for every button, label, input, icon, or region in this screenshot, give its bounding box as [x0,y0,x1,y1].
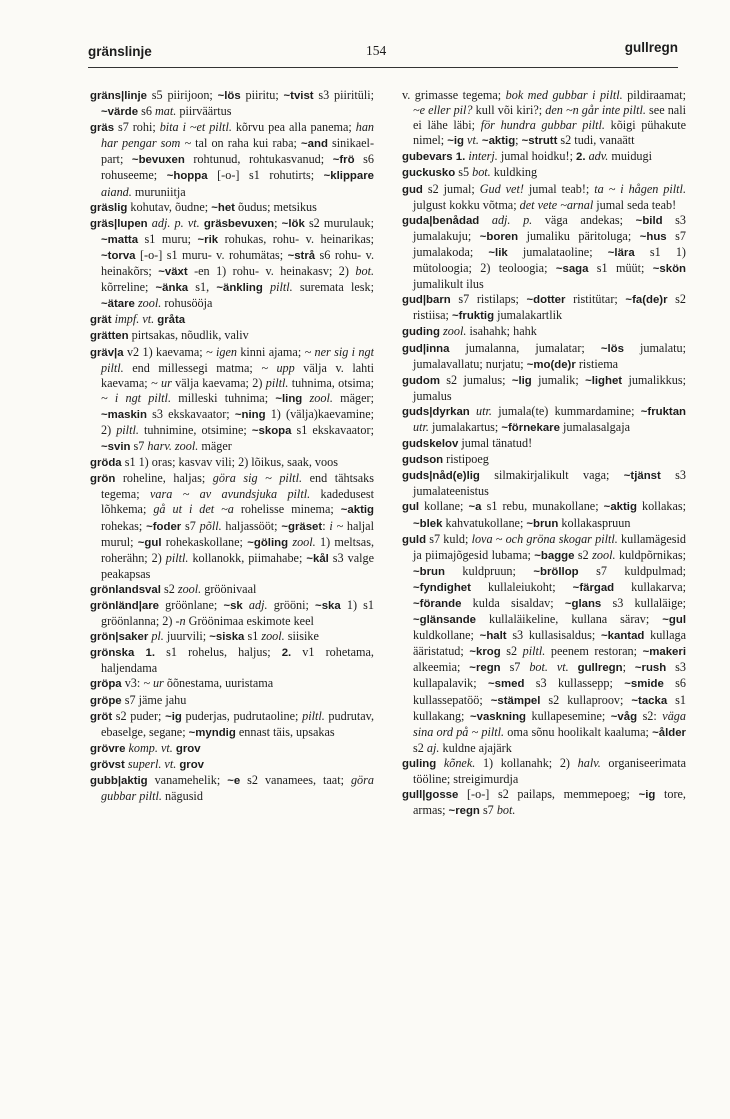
right-column [402,88,686,1093]
dictionary-entry: grövst superl. vt. grov [90,756,204,771]
left-column [90,88,374,1093]
dictionary-entry: guld s7 kuld; lova ~ och gröna skogar piltl. kullamägesid ja piimajõgesid lubama; ~bagge s2 zool. kuldpõrnikas; ~brun kuldpruun; ~bröllop s7 kuldpulmad; ~fyndighet kullaleiukoht; ~färgad kullakarva; ~förande kulda sisaldav; ~glans s3 kullaläige; ~glänsande kullaläikeline, kullana särav; ~gul kuldkollane; ~halt s3 kullasisaldus; ~kantad kullaga ääristatud; ~krog s2 piltl. peenem restoran; ~makeri alkeemia; ~regn s7 bot. vt. gullregn; ~rush s3 kullapalavik; ~smed s3 kullassepp; ~smide s6 kullassepatöö; ~stämpel s2 kullaproov; ~tacka s1 kullakang; ~vaskning kullapesemine; ~våg s2: väga sina ord på ~ piltl. oma sõnu hoolikalt kaaluma; ~ålder s2 aj. kuldne ajajärk [402,531,686,755]
dictionary-entry: grönlandsval s2 zool. gröönivaal [90,581,257,596]
page-header [88,40,678,64]
dictionary-entry: guckusko s5 bot. kuldking [402,165,538,180]
dictionary-entry: guds|nåd(e)lig silmakirjalikult vaga; ~tjänst s3 jumalateenistus [402,468,686,499]
dictionary-entry: gull|gosse [-o-] s2 pailaps, memmepoeg; ~ig tore, armas; ~regn s7 bot. [402,787,686,818]
dictionary-entry: gröpa v3: ~ ur õõnestama, uuristama [90,676,274,691]
dictionary-entry: gudskelov jumal tänatud! [402,436,533,451]
right-running-headword: gullregn [624,40,678,55]
dictionary-entry: gul kollane; ~a s1 rebu, munakollane; ~aktig kollakas; ~blek kahvatukollane; ~brun kollakaspruun [402,499,686,530]
dictionary-entry: guda|benådad adj. p. väga andekas; ~bild s3 jumalakuju; ~boren jumaliku päritoluga; ~hus s7 jumalakoda; ~lik jumalataoline; ~lära s1 1) mütoloogia; 2) teoloogia; ~saga s1 müüt; ~skön jumalikult ilus [402,212,686,292]
dictionary-entry: gröda s1 1) oras; kasvav vili; 2) lõikus, saak, voos [90,455,338,470]
dictionary-entry: gudson ristipoeg [402,452,489,467]
dictionary-entry: gröt s2 puder; ~ig puderjas, pudrutaoline; piltl. pudrutav, ebaselge, segane; ~myndig ennast täis, upsakas [90,708,374,739]
dictionary-entry: grön roheline, haljas; göra sig ~ piltl. end tähtsaks tegema; vara ~ av avundsjuka piltl. kadedusest lõhkema; gå ut i det ~a rohelisse minema; ~aktig rohekas; ~foder s7 põll. haljassööt; ~gräset: i ~ haljal murul; ~gul rohekaskollane; ~göling zool. 1) meltsas, roherähn; 2) piltl. kollanokk, piimahabe; ~kål s3 valge peakapsas [90,471,374,581]
left-running-headword: gränslinje [88,44,152,59]
dictionary-entry: guds|dyrkan utr. jumala(te) kummardamine; ~fruktan utr. jumalakartus; ~förnekare jumalasalgaja [402,403,686,434]
dictionary-entry: grövre komp. vt. grov [90,740,201,755]
dictionary-entry: gröpe s7 jäme jahu [90,692,187,707]
dictionary-entry: grät impf. vt. gråta [90,312,186,327]
dictionary-columns [90,88,686,1098]
dictionary-entry: v. grimasse tegema; bok med gubbar i piltl. pildiraamat; ~e eller pil? kull või kiri?; den ~n går inte piltl. see nali ei lähe läbi; för hundra gubbar piltl. kõigi pühakute nimel; ~ig vt. ~aktig; ~strutt s2 tudi, vanaätt [402,88,686,148]
dictionary-entry: grönska 1. s1 rohelus, haljus; 2. v1 rohetama, haljendama [90,645,374,676]
dictionary-entry: guling kõnek. 1) kollanahk; 2) halv. organiseerimata tööline; streigimurdja [402,755,686,787]
dictionary-entry: gud|inna jumalanna, jumalatar; ~lös jumalatu; jumalavallatu; nurjatu; ~mo(de)r ristiema [402,340,686,371]
dictionary-entry: gräns|linje s5 piirijoon; ~lös piiritu; ~tvist s3 piiritüli; ~värde s6 mat. piirväärtus [90,88,374,119]
dictionary-entry: gud|barn s7 ristilaps; ~dotter ristitütar; ~fa(de)r s2 ristiisa; ~fruktig jumalakartlik [402,292,686,323]
page-number: 154 [366,43,387,58]
dictionary-entry: grön|saker pl. juurvili; ~siska s1 zool. siisike [90,629,319,644]
dictionary-entry: gubevars 1. interj. jumal hoidku!; 2. adv. muidugi [402,149,652,164]
dictionary-entry: gräs|lupen adj. p. vt. gräsbevuxen; ~lök s2 murulauk; ~matta s1 muru; ~rik rohukas, rohu- v. heinarikas; ~torva [-o-] s1 muru- v. rohumätas; ~strå s6 rohu- v. heinakõrs; ~växt -en 1) rohu- v. heinakasv; 2) bot. kõrreline; ~änka s1, ~änkling piltl. suremata lesk; ~ätare zool. rohusööja [90,215,374,311]
dictionary-entry: guding zool. isahahk; hahk [402,324,537,339]
dictionary-entry: gudom s2 jumalus; ~lig jumalik; ~lighet jumalikkus; jumalus [402,372,686,403]
dictionary-entry: gräslig kohutav, õudne; ~het õudus; metsikus [90,199,317,214]
dictionary-entry: gubb|aktig vanamehelik; ~e s2 vanamees, taat; göra gubbar piltl. nägusid [90,773,374,804]
dictionary-entry: gräs s7 rohi; bita i ~et piltl. kõrvu pea alla panema; han har pengar som ~ tal on raha kui raba; ~and sinikael-part; ~bevuxen rohtunud, rohtukasvanud; ~frö s6 rohuseeme; ~hoppa [-o-] s1 rohutirts; ~klippare aiand. muruniitja [90,120,374,199]
dictionary-entry: grätten pirtsakas, nõudlik, valiv [90,328,249,343]
dictionary-entry: gräv|a v2 1) kaevama; ~ igen kinni ajama; ~ ner sig i ngt piltl. end millessegi matma; ~ upp välja v. lahti kaevama; ~ ur välja kaevama; 2) piltl. tuhnima, otsima; ~ i ngt piltl. milleski tuhnima; ~ling zool. mäger; ~maskin s3 ekskavaator; ~ning 1) (välja)kaevamine; 2) piltl. tuhnimine, otsimine; ~skopa s1 ekskavaator; ~svin s7 harv. zool. mäger [90,344,374,454]
dictionary-entry: grönländ|are gröönlane; ~sk adj. grööni; ~ska 1) s1 gröönlanna; 2) -n Gröönimaa eskimote keel [90,598,374,629]
dictionary-entry: gud s2 jumal; Gud vet! jumal teab!; ta ~ i hågen piltl. julgust kokku võtma; det vete ~arnal jumal seda teab! [402,181,686,212]
header-rule [88,67,678,68]
